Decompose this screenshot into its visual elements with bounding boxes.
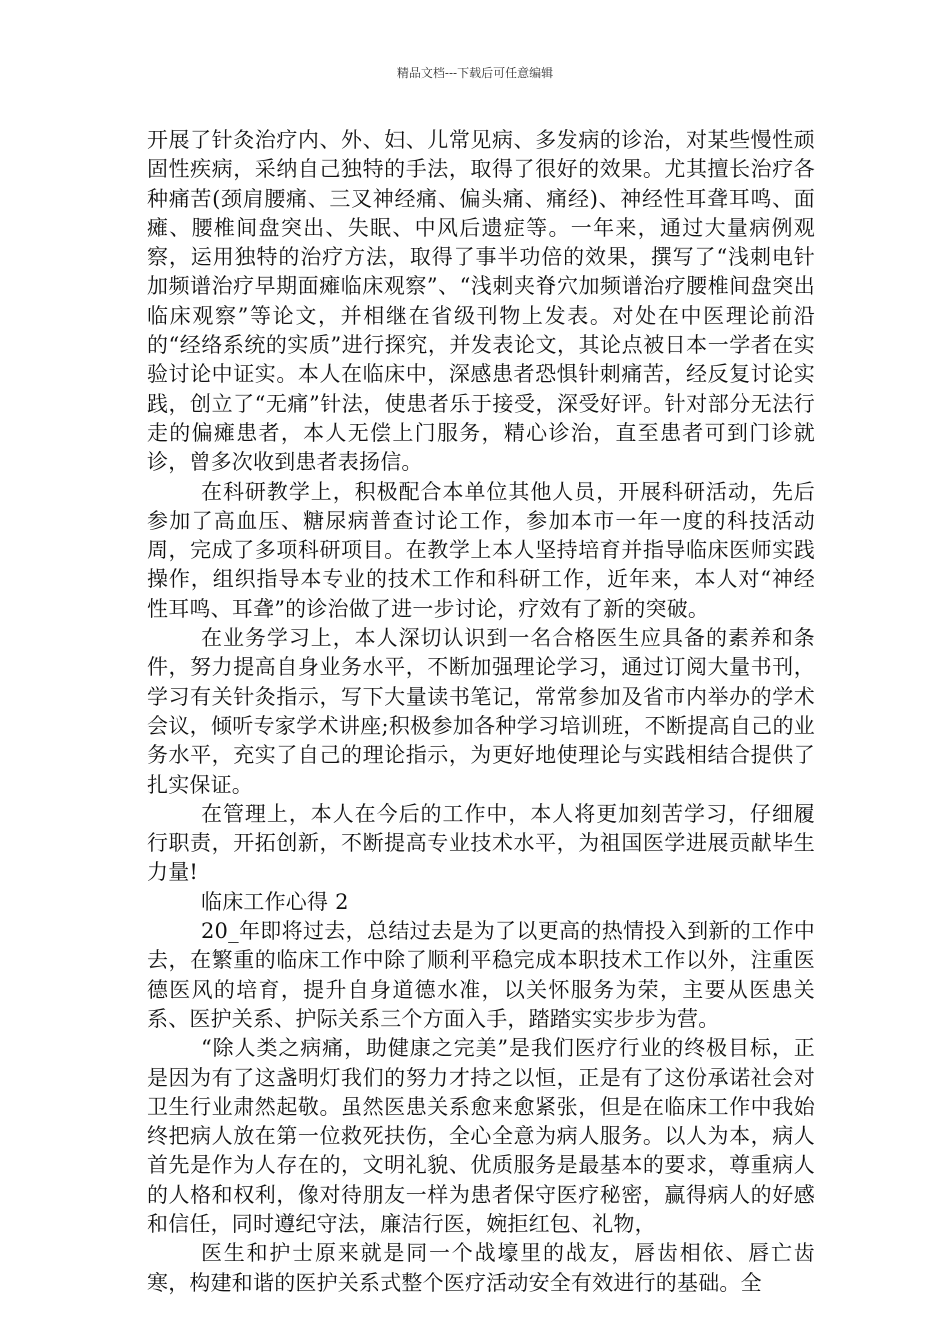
paragraph-year-summary: 20_年即将过去，总结过去是为了以更高的热情投入到新的工作中去，在繁重的临床工作中除了顺利平稳完成本职技术工作以外，注重医德医风的培育，提升自身道德水准，以关怀服务为荣，主要从医患关系、医护关系、护际关系三个方面入手，踏踏实实步步为营。 [147, 919, 815, 1031]
page-header: 精品文档---下载后可任意编辑 [396, 66, 554, 80]
paragraph-doctor-nurse: 医生和护士原来就是同一个战壕里的战友，唇齿相依、唇亡齿寒，构建和谐的医护关系式整个医疗活动安全有效进行的基础。全 [147, 1241, 815, 1295]
paragraph-doctor-patient: “除人类之病痛，助健康之完美”是我们医疗行业的终极目标，正是因为有了这盏明灯我们的努力才持之以恒，正是有了这份承诺社会对卫生行业肃然起敬。虽然医患关系愈来愈紧张，但是在临床工作中我始终把病人放在第一位救死扶伤，全心全意为病人服务。以人为本，病人首先是作为人存在的，文明礼貌、优质服务是最基本的要求，尊重病人的人格和权利，像对待朋友一样为患者保守医疗秘密，赢得病人的好感和信任，同时遵纪守法，廉洁行医，婉拒红包、礼物， [147, 1036, 815, 1236]
document-body [147, 126, 815, 1298]
paragraph-management: 在管理上，本人在今后的工作中，本人将更加刻苦学习，仔细履行职责，开拓创新，不断提高专业技术水平，为祖国医学进展贡献毕生力量! [147, 801, 815, 885]
paragraph-research-teaching: 在科研教学上，积极配合本单位其他人员，开展科研活动，先后参加了高血压、糖尿病普查讨论工作，参加本市一年一度的科技活动周，完成了多项科研项目。在教学上本人坚持培育并指导临床医师实践操作，组织指导本专业的技术工作和科研工作，近年来，本人对“神经性耳鸣、耳聋”的诊治做了进一步讨论，疗效有了新的突破。 [147, 479, 815, 621]
paragraph-acupuncture-practice: 开展了针灸治疗内、外、妇、儿常见病、多发病的诊治，对某些慢性顽固性疾病，采纳自己独特的手法，取得了很好的效果。尤其擅长治疗各种痛苦(颈肩腰痛、三叉神经痛、偏头痛、痛经)、神经性耳聋耳鸣、面瘫、腰椎间盘突出、失眠、中风后遗症等。一年来，通过大量病例观察，运用独特的治疗方法，取得了事半功倍的效果，撰写了“浅刺电针加频谱治疗早期面瘫临床观察”、“浅刺夹脊穴加频谱治疗腰椎间盘突出临床观察”等论文，并相继在省级刊物上发表。对处在中医理论前沿的“经络系统的实质”进行探究，并发表论文，其论点被日本一学者在实验讨论中证实。本人在临床中，深感患者恐惧针刺痛苦，经反复讨论实践，创立了“无痛”针法，使患者乐于接受，深受好评。针对部分无法行走的偏瘫患者，本人无偿上门服务，精心诊治，直至患者可到门诊就诊，曾多次收到患者表扬信。 [147, 128, 815, 475]
section-heading: 临床工作心得 2 [201, 889, 349, 914]
paragraph-professional-study: 在业务学习上，本人深切认识到一名合格医生应具备的素养和条件，努力提高自身业务水平，不断加强理论学习，通过订阅大量书刊，学习有关针灸指示，写下大量读书笔记，常常参加及省市内举办的学术会议，倾听专家学术讲座;积极参加各种学习培训班，不断提高自己的业务水平，充实了自己的理论指示，为更好地使理论与实践相结合提供了扎实保证。 [147, 626, 815, 797]
